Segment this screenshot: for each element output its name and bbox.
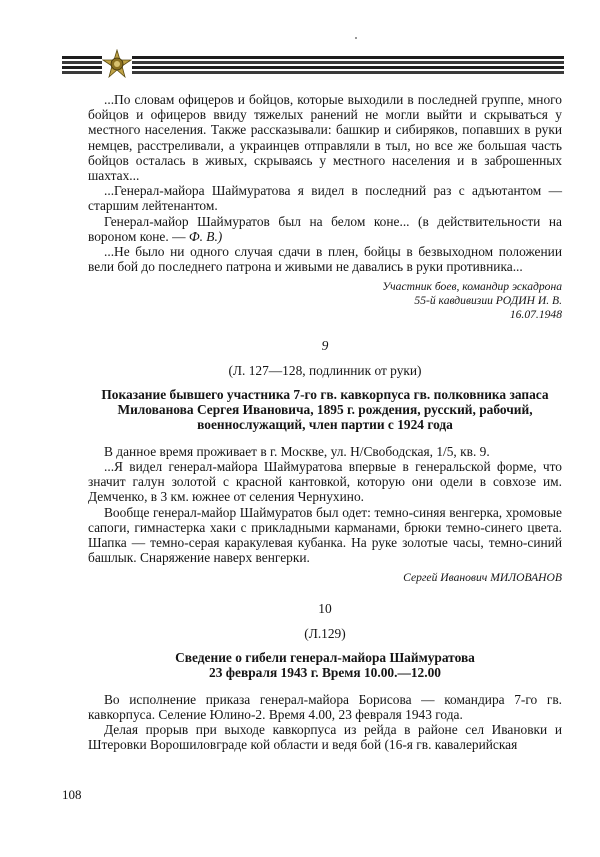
document-paragraph: ...Я видел генерал-майора Шаймуратова впервые в генеральской форме, что значит галун золотой с красной кантовкой, которую они одели в совхозе им. Демченко, в 3 км. южнее от селения Чернухино. (88, 459, 562, 505)
testimony-paragraph: ...Не было ни одного случая сдачи в плен, бойцы в безвыходном положении вели бой до последнего патрона и живыми не давались в руки противника... (88, 244, 562, 275)
signature-line: Участник боев, командир эскадрона (382, 280, 562, 294)
header-stripe (62, 66, 564, 69)
document-source: (Л. 127—128, подлинник от руки) (228, 362, 422, 378)
document-title: Сведение о гибели генерал-майора Шаймуратова (175, 649, 475, 665)
header-stripe (62, 61, 564, 64)
document-body (88, 92, 562, 753)
signature-line: 55-й кавдивизии РОДИН И. В. (414, 294, 562, 308)
scan-speck (355, 37, 357, 39)
document-source: (Л.129) (304, 625, 346, 641)
document-paragraph: В данное время проживает в г. Москве, ул. Н/Свободская, 1/5, кв. 9. (104, 443, 490, 459)
header-stripe (62, 71, 564, 74)
order-star-icon (102, 49, 132, 79)
page-number: 108 (62, 787, 82, 802)
document-title: Показание бывшего участника 7-го гв. кавкорпуса гв. полковника запаса Милованова Сергея Ивановича, 1895 г. рождения, русский, рабочий, военнослужащий, член партии с 1924 года (101, 386, 549, 432)
document-number: 9 (321, 338, 329, 354)
editor-note: Ф. В.) (188, 228, 223, 244)
document-title: 23 февраля 1943 г. Время 10.00.—12.00 (209, 664, 441, 680)
document-paragraph: Во исполнение приказа генерал-майора Борисова — командира 7-го гв. кавкорпуса. Селение Юлино-2. Время 4.00, 23 февраля 1943 года. (88, 691, 562, 723)
testimony-paragraph: ...По словам офицеров и бойцов, которые выходили в последней группе, много бойцов и офицеров ввиду тяжелых ранений не могли выйти и скрываться у местного населения. Также рассказывали: башкир и сибиряков, попавших в руки немцев, расстреливали, а украинцев отправляли в тыл, но все же большая часть бойцов осталась в живых, скрываясь у местного населения и в заброшенных шахтах... (88, 92, 562, 184)
testimony-paragraph: ...Генерал-майора Шаймуратова я видел в последний раз с адъютантом — старшим лейтенантом. (88, 183, 562, 214)
header-stripe (62, 56, 564, 59)
signature-date: 16.07.1948 (509, 308, 562, 322)
document-number: 10 (318, 601, 332, 617)
testimony-paragraph (88, 214, 562, 244)
document-paragraph: Делая прорыв при выходе кавкорпуса из рейда в районе сел Ивановки и Штеровки Ворошиловграде кой области и ведя бой (16-я гв. кавалерийская (88, 722, 562, 753)
header-ornament (62, 49, 564, 79)
general-text: Генерал-майор Шаймуратов был на белом коне... (в действительности на вороном коне. — (88, 213, 562, 244)
signature-line: Сергей Иванович МИЛОВАНОВ (403, 571, 562, 585)
document-paragraph: Вообще генерал-майор Шаймуратов был одет: темно-синяя венгерка, хромовые сапоги, гимнастерка хаки с прикладными карманами, брюки темно-синего цвета. Шапка — темно-серая каракулевая кубанка. На руке золотые часы, темно-синий башлык. Снаряжение наверх венгерки. (88, 504, 562, 566)
